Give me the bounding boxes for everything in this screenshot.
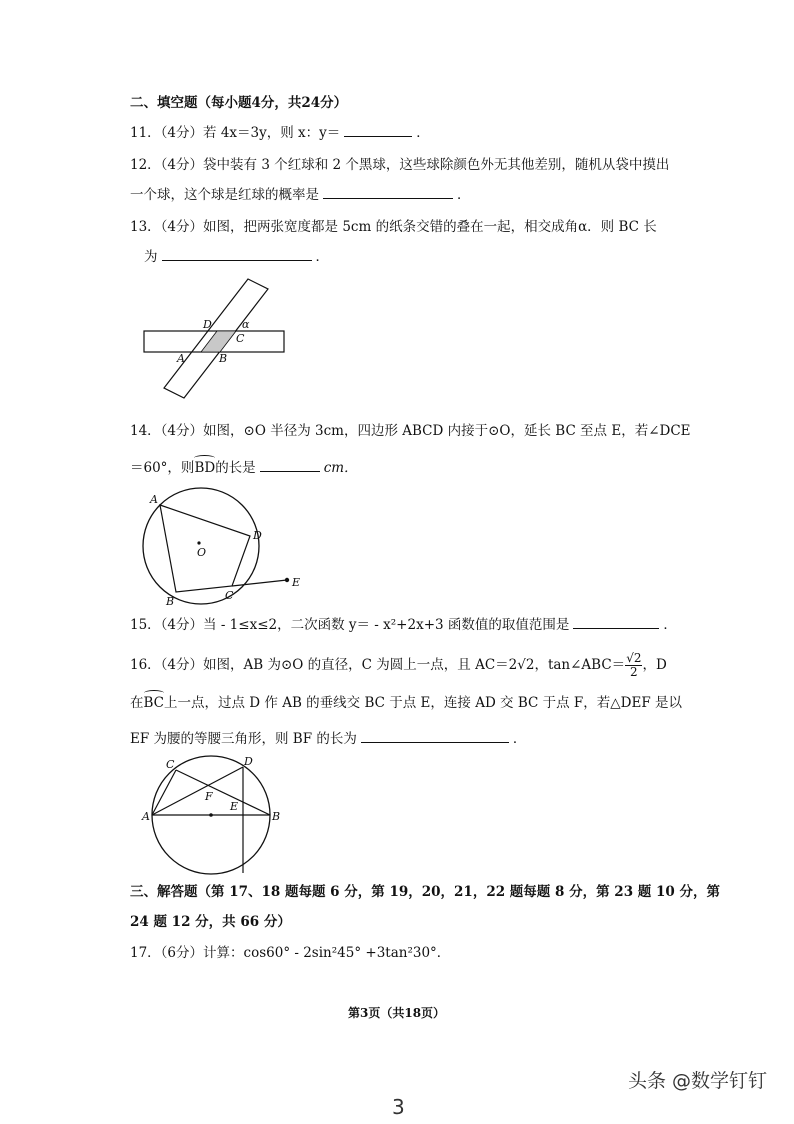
label-A: A <box>150 493 158 506</box>
label-alpha: α <box>242 318 250 331</box>
question-14-line2: ＝60°，则BD的长是 cm． <box>130 460 358 476</box>
question-12-line1: 12．（4分）袋中装有 3 个红球和 2 个黑球，这些球除颜色外无其他差别，随机从袋中摸出 <box>130 157 670 173</box>
question-number: 16．（4分） <box>130 657 204 673</box>
question-number: 15．（4分） <box>130 617 204 633</box>
label-C: C <box>166 758 175 771</box>
label-B: B <box>272 810 281 823</box>
question-11: 11．（4分）若 4x＝3y，则 x：y＝ ． <box>130 125 430 141</box>
label-E: E <box>230 800 239 813</box>
page-number: 3 <box>392 1095 405 1119</box>
label-B: B <box>166 595 175 608</box>
question-number: 13．（4分） <box>130 219 204 235</box>
question-13-line2: 为 ． <box>144 249 329 265</box>
label-A: A <box>142 810 150 823</box>
question-number: 17．（6分） <box>130 945 204 961</box>
question-16-line3: EF 为腰的等腰三角形，则 BF 的长为 ． <box>130 731 527 747</box>
arc-bc: BC <box>143 695 165 711</box>
label-D: D <box>253 529 262 542</box>
question-number: 14．（4分） <box>130 423 204 439</box>
page-footer: 第3页（共18页） <box>348 1006 446 1020</box>
question-15: 15．（4分）当 - 1≤x≤2，二次函数 y＝ - x²+2x+3 函数值的取值范围是 ． <box>130 617 677 633</box>
label-D: D <box>244 755 253 768</box>
label-B: B <box>219 352 228 365</box>
question-14-line1: 14．（4分）如图，⊙O 半径为 3cm，四边形 ABCD 内接于⊙O，延长 BC 至点 E，若∠DCE <box>130 423 691 439</box>
arc-bd: BD <box>194 460 216 476</box>
label-E: E <box>292 576 301 589</box>
question-13-line1: 13．（4分）如图，把两张宽度都是 5cm 的纸条交错的叠在一起，相交成角α．则 BC 长 <box>130 219 657 235</box>
label-O: O <box>197 546 207 559</box>
label-C: C <box>236 332 245 345</box>
question-number: 12．（4分） <box>130 157 204 173</box>
label-D: D <box>203 318 212 331</box>
question-12-line2: 一个球，这个球是红球的概率是 ． <box>130 187 471 203</box>
section-heading-3-line1: 三、解答题（第 17、18 题每题 6 分，第 19，20，21，22 题每题 8 分，第 23 题 10 分，第 <box>130 884 720 900</box>
watermark: 头条 @数学钉钉 <box>628 1070 768 1092</box>
label-F: F <box>205 790 213 803</box>
section-heading: 二、填空题（每小题4分，共24分） <box>130 95 348 111</box>
question-16-line2: 在BC上一点，过点 D 作 AB 的垂线交 BC 于点 E，连接 AD 交 BC 于点 F，若△DEF 是以 <box>130 695 683 711</box>
label-A: A <box>177 352 185 365</box>
question-number: 11．（4分） <box>130 125 204 141</box>
question-17: 17．（6分）计算：cos60° - 2sin²45° +3tan²30°． <box>130 945 451 961</box>
question-text: 若 4x＝3y，则 x：y＝ <box>203 125 341 141</box>
fraction: $\frac{√2}{2}$ <box>626 651 642 679</box>
section-heading-3-line2: 24 题 12 分，共 66 分） <box>130 914 291 930</box>
question-16-line1: 16．（4分）如图，AB 为⊙O 的直径，C 为圆上一点，且 AC＝2√2，tan∠ABC＝ $\frac{√2}{2}$ ，D <box>130 651 667 679</box>
label-C: C <box>225 589 234 602</box>
